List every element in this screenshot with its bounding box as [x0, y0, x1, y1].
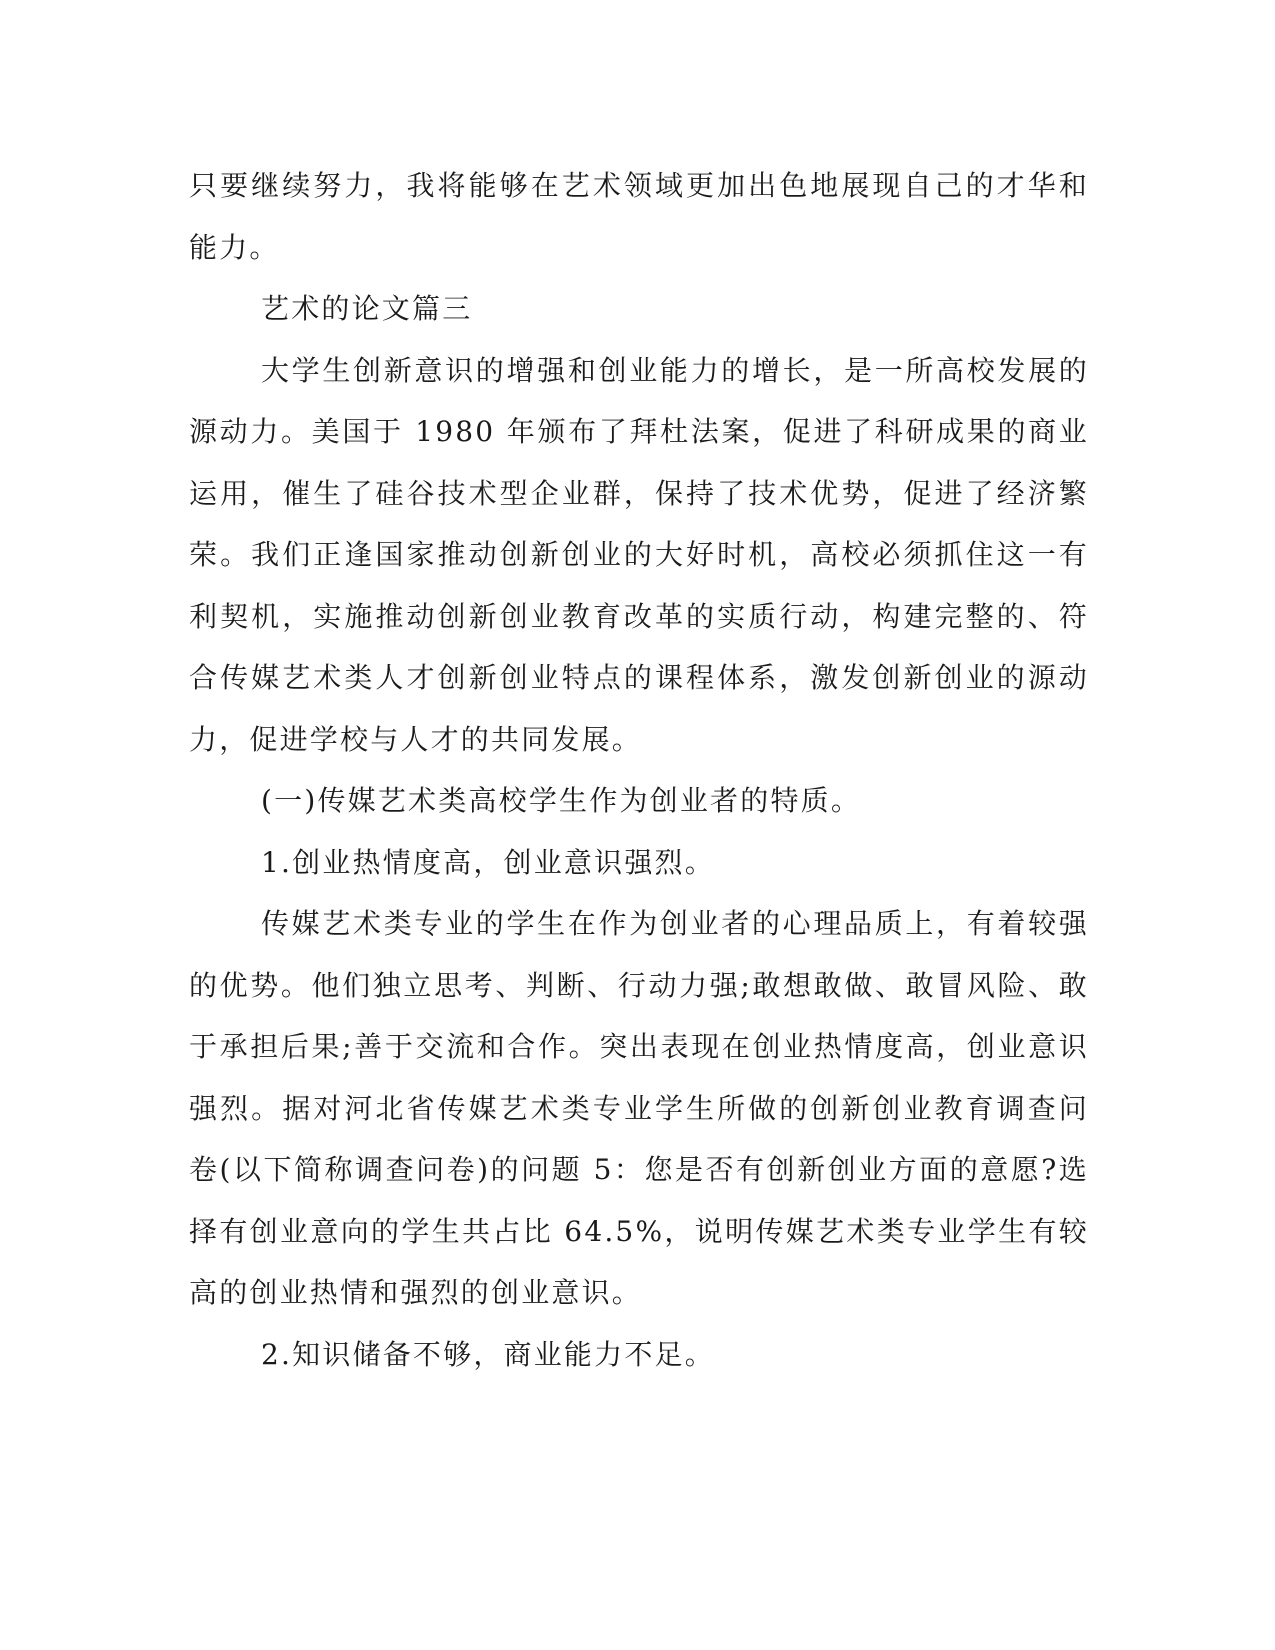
point-heading-2: 2.知识储备不够，商业能力不足。: [261, 1337, 715, 1371]
section-heading: 艺术的论文篇三: [261, 292, 473, 325]
point-heading-1: 1.创业热情度高，创业意识强烈。: [261, 845, 715, 879]
document-body: [189, 155, 1089, 1385]
paragraph-point-1: 传媒艺术类专业的学生在作为创业者的心理品质上，有着较强的优势。他们独立思考、判断、行动力强;敢想敢做、敢冒风险、敢于承担后果;善于交流和合作。突出表现在创业热情度高，创业意识强烈。据对河北省传媒艺术类专业学生所做的创新创业教育调查问卷(以下简称调查问卷)的问题 5：您是否有创新创业方面的意愿?选择有创业意向的学生共占比 64.5%，说明传媒艺术类专业学生有较高的创业热情和强烈的创业意识。: [189, 907, 1089, 1309]
subheading-traits: (一)传媒艺术类高校学生作为创业者的特质。: [261, 784, 862, 817]
paragraph-continuation: 只要继续努力，我将能够在艺术领域更加出色地展现自己的才华和能力。: [189, 169, 1089, 264]
paragraph-intro: 大学生创新意识的增强和创业能力的增长，是一所高校发展的源动力。美国于 1980 年颁布了拜杜法案，促进了科研成果的商业运用，催生了硅谷技术型企业群，保持了技术优势，促进了经济繁荣。我们正逢国家推动创新创业的大好时机，高校必须抓住这一有利契机，实施推动创新创业教育改革的实质行动，构建完整的、符合传媒艺术类人才创新创业特点的课程体系，激发创新创业的源动力，促进学校与人才的共同发展。: [189, 353, 1089, 756]
